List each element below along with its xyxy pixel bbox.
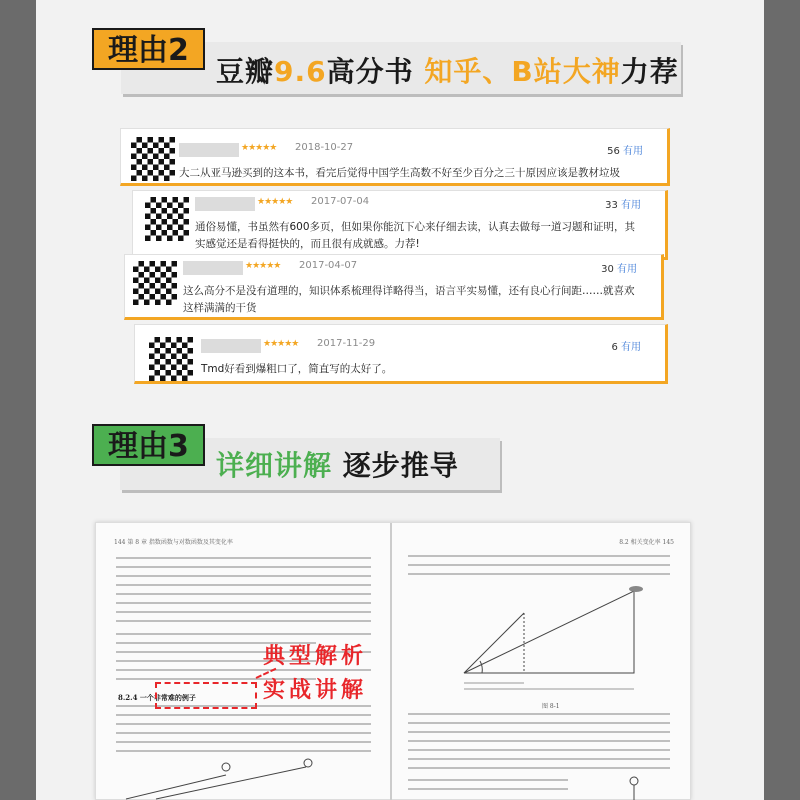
text-line bbox=[116, 723, 371, 725]
helpful-number: 30 bbox=[601, 264, 617, 275]
helpful-link[interactable]: 有用 bbox=[621, 342, 641, 353]
user-avatar bbox=[133, 261, 177, 305]
text-line bbox=[408, 731, 670, 733]
review-text: 这么高分不是没有道理的，知识体系梳理得详略得当，语言平实易懂，还有良心行间距……就喜欢这样满满的干货 bbox=[183, 285, 635, 314]
reason3-headline bbox=[216, 444, 459, 484]
reason2-headline-part: 高分书 bbox=[326, 55, 425, 88]
review-card bbox=[124, 254, 664, 320]
book-spread-image bbox=[95, 522, 691, 800]
text-line bbox=[408, 573, 670, 575]
left-gray-border bbox=[0, 0, 36, 800]
highlight-box bbox=[155, 682, 257, 709]
text-line bbox=[116, 575, 371, 577]
user-avatar bbox=[145, 197, 189, 241]
text-line bbox=[408, 740, 670, 742]
text-line bbox=[116, 566, 371, 568]
text-line bbox=[408, 767, 670, 769]
text-line bbox=[116, 750, 371, 752]
text-line bbox=[116, 620, 371, 622]
callout-text bbox=[263, 640, 367, 708]
text-line bbox=[408, 555, 670, 557]
rating-stars: ★★★★★ bbox=[263, 339, 299, 349]
text-line bbox=[116, 584, 371, 586]
section-title: 8.2.4 一个非常难的例子 bbox=[118, 693, 196, 702]
username-blurred bbox=[201, 339, 261, 353]
text-line bbox=[116, 714, 371, 716]
text-line bbox=[116, 602, 371, 604]
reason3-headline-part: 逐步推导 bbox=[332, 449, 459, 482]
reason2-headline bbox=[216, 50, 679, 90]
review-date: 2017-11-29 bbox=[317, 338, 376, 349]
text-line bbox=[116, 611, 371, 613]
callout-line-2: 实战讲解 bbox=[263, 678, 368, 703]
reason3-badge-text: 理由3 bbox=[108, 429, 189, 464]
left-page-header: 144 第 8 章 指数函数与对数函数及其变化率 bbox=[114, 539, 233, 546]
reason2-headline-part: 力荐 bbox=[620, 55, 679, 88]
user-avatar bbox=[149, 337, 193, 381]
user-avatar bbox=[131, 137, 175, 181]
review-card bbox=[134, 324, 668, 384]
username-blurred bbox=[183, 261, 243, 275]
text-line bbox=[116, 732, 371, 734]
triangle-diagram bbox=[454, 583, 654, 693]
helpful-link[interactable]: 有用 bbox=[621, 200, 641, 211]
review-text: 通俗易懂，书虽然有600多页，但如果你能沉下心来仔细去读，认真去做每一道习题和证明，其实感觉还是看得挺快的，而且很有成就感。力荐! bbox=[195, 221, 636, 250]
rating-stars: ★★★★★ bbox=[257, 197, 293, 207]
review-text: 大二从亚马逊买到的这本书，看完后觉得中国学生高数不好至少百分之三十原因应该是教材垃圾 bbox=[179, 167, 620, 179]
review-card bbox=[120, 128, 670, 186]
text-line bbox=[408, 758, 670, 760]
right-gray-border bbox=[764, 0, 800, 800]
rating-stars: ★★★★★ bbox=[241, 143, 277, 153]
text-line bbox=[408, 779, 568, 781]
reason2-badge bbox=[92, 28, 205, 70]
left-page-diagram bbox=[116, 753, 386, 800]
right-page-small-diagram bbox=[584, 773, 684, 800]
username-blurred bbox=[179, 143, 239, 157]
text-line bbox=[116, 633, 371, 635]
reason2-headline-part: 豆瓣 bbox=[216, 55, 275, 88]
review-date: 2018-10-27 bbox=[295, 142, 354, 153]
helpful-number: 33 bbox=[605, 200, 621, 211]
reason3-headline-part: 详细讲解 bbox=[216, 449, 333, 482]
review-date: 2017-04-07 bbox=[299, 260, 358, 271]
helpful-count[interactable] bbox=[607, 142, 643, 157]
review-card bbox=[132, 190, 668, 260]
helpful-number: 56 bbox=[607, 146, 623, 157]
review-date: 2017-07-04 bbox=[311, 196, 370, 207]
reason2-headline-part: 知乎、B站大神 bbox=[424, 55, 621, 88]
review-text: Tmd好看到爆粗口了，简直写的太好了。 bbox=[201, 363, 393, 375]
callout-line-1: 典型解析 bbox=[263, 644, 368, 669]
helpful-link[interactable]: 有用 bbox=[617, 264, 637, 275]
text-line bbox=[408, 749, 670, 751]
text-line bbox=[408, 722, 670, 724]
helpful-count[interactable] bbox=[605, 196, 641, 211]
rating-stars: ★★★★★ bbox=[245, 261, 281, 271]
text-line bbox=[408, 564, 670, 566]
text-line bbox=[408, 713, 670, 715]
text-line bbox=[116, 741, 371, 743]
book-right-page bbox=[394, 523, 692, 800]
text-line bbox=[116, 557, 371, 559]
figure-label: 图 8-1 bbox=[542, 703, 560, 710]
reason3-badge bbox=[92, 424, 205, 466]
reason2-badge-text: 理由2 bbox=[108, 33, 189, 68]
reason2-headline-part: 9.6 bbox=[274, 55, 327, 88]
helpful-number: 6 bbox=[611, 342, 621, 353]
helpful-link[interactable]: 有用 bbox=[623, 146, 643, 157]
helpful-count[interactable] bbox=[601, 260, 637, 275]
text-line bbox=[116, 593, 371, 595]
helpful-count[interactable] bbox=[611, 338, 641, 353]
username-blurred bbox=[195, 197, 255, 211]
right-page-header: 8.2 相关变化率 145 bbox=[619, 539, 674, 546]
text-line bbox=[408, 788, 568, 790]
